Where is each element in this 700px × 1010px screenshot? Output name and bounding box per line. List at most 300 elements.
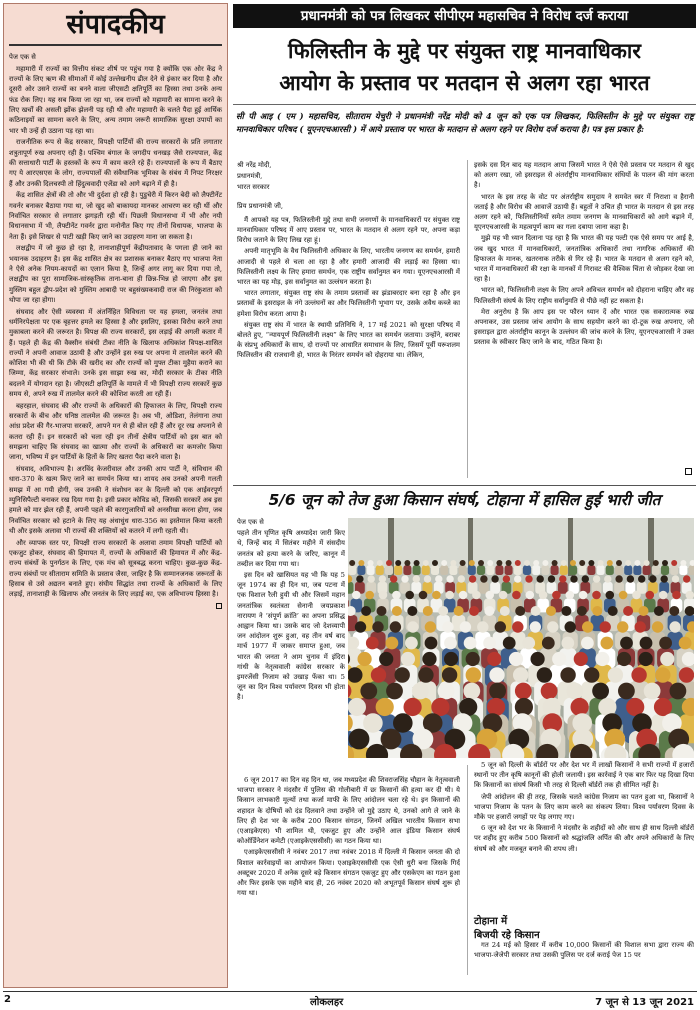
- article2-bottom-column-2: [474, 760, 694, 920]
- subheading-line-1: टोहाना में: [474, 916, 508, 927]
- crowd-person-body: [411, 582, 421, 594]
- crowd-person-head: [634, 560, 640, 566]
- crowd-person-body: [578, 565, 586, 575]
- crowd-person-head: [484, 606, 494, 616]
- crowd-person-head: [503, 575, 510, 582]
- crowd-person-head: [547, 621, 558, 632]
- crowd-person-head: [478, 560, 484, 566]
- crowd-person-head: [608, 667, 623, 682]
- crowd-person-body: [661, 565, 669, 575]
- crowd-person-head: [623, 606, 633, 616]
- crowd-person-head: [438, 683, 455, 700]
- crowd-person-head: [444, 652, 458, 666]
- crowd-person-head: [525, 575, 532, 582]
- page-number: 2: [4, 994, 11, 1005]
- crowd-person-head: [541, 683, 558, 700]
- crowd-person-body: [587, 565, 595, 575]
- crowd-person-head: [644, 560, 650, 566]
- crowd-person-head: [546, 606, 556, 616]
- crowd-person-head: [480, 575, 487, 582]
- end-mark-icon: [216, 603, 222, 609]
- crowd-person-head: [392, 606, 402, 616]
- crowd-person-head: [571, 698, 589, 716]
- column-divider: [467, 160, 468, 478]
- crowd-person-body: [633, 565, 641, 575]
- article2-paragraph: 5 जून को दिल्ली के बॉर्डरों पर और देश भर में लाखों किसानों ने सभी राज्यों में हजारों स्थानों पर तीन कृषि कानूनों की होली जलायी। इस कार्रवाई ने एक बार फिर यह दिखा दिया कि किसानों का संघर्ष किसी भी तरह से दिल्ली बॉर्डरों तक ही सीमित नहीं है।: [474, 761, 694, 790]
- crowd-person-head: [537, 667, 552, 682]
- footer-rule: [3, 991, 697, 992]
- crowd-person-head: [615, 575, 622, 582]
- crowd-person-head: [458, 575, 465, 582]
- crowd-person-head: [646, 591, 655, 600]
- editorial-paragraph: संघवाद और ऐसी व्यवस्था में अंतर्निहित विविधता पर यह हमला, जनतंत्र तथा धर्मनिरपेक्षता पर एक बृहत्तर हमले का हिस्सा है और इसलिए, इसका विरोध करने तथा मुकाबला करने की जरूरत है। विपक्ष की राज्य सरकारों, इस लड़ाई की अगली कतार में हैं। पहले ही केंद्र की वैक्सीन संबंधी टीका नीति के खिलाफ अधिकांश विपक्ष-शासित राज्यों ने अपनी आवाज उठायी है और उन्होंने इस रुख पर अपना मे तालमेल करने की कोशिश भी की थी कि टीके की खरीद का और राज्यों को मुफ्त टीका मुहैया कराने का जिम्मा, केंद्र सरकार संभाले। उनके इस साझा रुख का, मोदी सरकार के टीका नीति बदलने में योगदान रहा है। जीएसटी क्षतिपूर्ति के मामले में भी विपक्षी राज्य सरकारें कुछ समय से, अपने रुख में तालमेल करने की कोशिश करती आ रही हैं।: [9, 307, 222, 398]
- crowd-person-head: [405, 637, 418, 650]
- crowd-person-body: [532, 565, 540, 575]
- crowd-person-head: [489, 667, 504, 682]
- crowd-person-head: [515, 560, 521, 566]
- letter-salutation: प्रिय प्रधानमंत्री जी,: [237, 201, 284, 210]
- crowd-person-head: [466, 652, 480, 666]
- crowd-person-head: [423, 560, 429, 566]
- crowd-person-head: [649, 575, 656, 582]
- editorial-paragraph: पेज एक से: [9, 53, 36, 61]
- crowd-person-head: [680, 560, 686, 566]
- editorial-paragraph: राजनीतिक रूप से केंद्र सरकार, विपक्षी पार्टियों की राज्य सरकारों के प्रति लगातार शत्रुतापूर्ण रुख अपनाए रही है। पश्चिम बंगाल के जगदीप धनखड़ जैसे राज्यपाल, केंद्र की सत्ताधारी पार्टी के हस्तकों के रूप में काम करते रहे हैं। राज्यपालों के रूप में बैठाए गए ये आरएसएस के लोग, राज्यपालों की संवैधानिक भूमिका के संबंध में निपट निरक्षर हैं और उनकी दिलचस्पी तो हिंदुत्ववादी एजेंडा को आगे बढ़ाने में ही है।: [9, 138, 222, 188]
- crowd-person-head: [548, 575, 555, 582]
- letter-paragraph: इसके दस दिन बाद यह मतदान आया जिसमें भारत ने ऐसे ऐसे प्रस्ताव पर मतदान से खुद को अलग रखा, जो इसराइल से अंतर्राष्ट्रीय मानवाधिकार संधियों के पालन की मांग करता है।: [474, 161, 694, 190]
- crowd-person-head: [500, 606, 510, 616]
- crowd-person-head: [686, 591, 695, 600]
- editorial-paragraph: लक्षद्वीप में जो कुछ हो रहा है, तानाशाहीपूर्ण केंद्रीयतावाद के पगला ही जाने का भयानक उदाहरण है। इस केंद्र शासित क्षेत्र का प्रशासक बनाकर बैठाए गए भाजपा नेता ने ऐसे अनेक नियम-कायदों का एलान किया है, जिन्हें अगर लागू कर दिया गया तो, लक्षद्वीप का पूरा सामाजिक-सांस्कृतिक ताना-बाना ही छिन्न-भिन्न हो जाएगा और इस मुस्लिम बहुल द्वीप-प्रदेश को मुस्लिम आबादी पर बहुसंख्यकवादी राज की निरंकुशता को थोपा जा रहा होगा।: [9, 244, 222, 304]
- crowd-person-body: [486, 565, 494, 575]
- crowd-person-head: [560, 667, 575, 682]
- crowd-person-head: [512, 591, 521, 600]
- crowd-person-head: [537, 575, 544, 582]
- article-headline: [233, 35, 696, 99]
- crowd-person-head: [619, 591, 628, 600]
- crowd-person-head: [352, 591, 361, 600]
- crowd-person-head: [552, 652, 566, 666]
- crowd-person-head: [441, 560, 447, 566]
- crowd-person-body: [348, 582, 354, 594]
- crowd-person-head: [386, 560, 392, 566]
- crowd-person-head: [654, 698, 672, 716]
- crowd-person-head: [660, 652, 674, 666]
- crowd-person-head: [631, 667, 646, 682]
- crowd-person-head: [459, 591, 468, 600]
- crowd-person-head: [531, 606, 541, 616]
- article2-paragraph: गत 24 मई को हिसार में करीब 10,000 किसानों की विशाल सभा द्वारा राज्य की भाजपा-जेजेपी सरकार तथा उसकी पुलिस पर दर्ज कराई पेज 15 पर: [474, 941, 694, 960]
- crowd-person-head: [531, 652, 545, 666]
- crowd-person-body: [431, 565, 439, 575]
- crowd-person-head: [627, 575, 634, 582]
- crowd-person-head: [513, 667, 528, 682]
- crowd-person-head: [659, 637, 672, 650]
- crowd-person-head: [371, 667, 386, 682]
- crowd-person-body: [357, 565, 365, 575]
- crowd-person-body: [643, 565, 651, 575]
- crowd-person-head: [442, 667, 457, 682]
- article2-tail-column: [474, 940, 694, 985]
- crowd-person-head: [542, 560, 548, 566]
- crowd-person-body: [606, 565, 614, 575]
- headline-rule: [233, 104, 696, 105]
- crowd-person-head: [669, 606, 679, 616]
- crowd-person-head: [653, 560, 659, 566]
- crowd-person-head: [515, 683, 532, 700]
- crowd-person-head: [672, 575, 679, 582]
- crowd-person-head: [638, 575, 645, 582]
- crowd-person-head: [625, 560, 631, 566]
- crowd-person-head: [487, 652, 501, 666]
- crowd-person-head: [654, 606, 664, 616]
- crowd-person-head: [424, 575, 431, 582]
- editorial-paragraph: महामारी में राज्यों का वित्तीय संकट शीर्ष पर पहुंच गया है क्योंकि एक ओर केंद्र ने राज्यों के लिए ऋण की सीमाओं में कोई उल्लेखनीय ढील देने से इंकार कर दिया है और दूसरी ओर उसने राज्यों का बनने वाला जीएसटी क्षतिपूर्ति का हिस्सा तथा उनके अन्य फंड रोक लिए। यह सब किया जा रहा था, जब राज्यों को महामारी का सामना करने के लिए खर्चों की असली झोंक झेलनी पड़ रही थी और महामारी के चलते पैदा हुई आर्थिक कठिनाइयों का सामना करने के लिए, अन्य तमाम जरूरी सामाजिक सुरक्षा उपायों का भार भी उन्हें ही उठाना पड़ रहा था।: [9, 64, 222, 135]
- crowd-person-head: [601, 637, 614, 650]
- crowd-person-head: [422, 652, 436, 666]
- crowd-person-head: [617, 621, 628, 632]
- editorial-paragraph: और व्यापक स्तर पर, विपक्षी राज्य सरकारों के अलावा तमाम विपक्षी पार्टियों को एकजुट होकर, संघवाद की हिमायत में, राज्यों के अधिकारों की हिमायत में और केंद्र-राज्य संबंधों के पुनर्गठन के लिए, एक मंच को सूत्रबद्ध करना चाहिए। कुछ-कुछ केंद्र-राज्य संबंधों पर सीताराम समिति के प्रस्ताव जैसा, जाहिर है कि सम्मानजनक जरूरतों के हिसाब से उसे अद्यतन बनाते हुए। संघीय सिद्धांत तथा राज्यों के अधिकारों के लिए लड़ाई, तानाशाही के खिलाफ और जनतंत्र के लिए लड़ाई का, एक अविभाज्य हिस्सा है।: [9, 538, 222, 599]
- crowd-person-head: [616, 560, 622, 566]
- letter-paragraph: अपनी मातृभूमि के वैध फिलिस्तीनी अधिकार के लिए, भारतीय जनगण का समर्थन, हमारी आजादी से पहले से चला आ रहा है और हमारी आजादी की लड़ाई का हिस्सा था। फिलिस्तीनी लक्ष्य के लिए हमारा समर्थन, एक राष्ट्रीय सर्वानुमत बन गया। यूएनएचआरसी में भारत का यह मोड़, इस सर्वानुमत का उल्लंघन करता है।: [237, 247, 460, 287]
- crowd-person-head: [438, 606, 448, 616]
- crowd-person-body: [385, 565, 393, 575]
- crowd-person-head: [463, 683, 480, 700]
- article2-paragraph: 6 जून को देश भर के किसानों ने मंदसौर के शहीदों को और साथ ही साथ दिल्ली बॉर्डरों पर शहीद हुए करीब 500 किसानों को श्रद्धांजलि अर्पित की और अपने अधिकारों के लिए संघर्ष को और मजबूत बनाने की शपथ ली।: [474, 824, 694, 853]
- crowd-person-head: [606, 591, 615, 600]
- crowd-person-head: [363, 713, 383, 733]
- crowd-person-head: [349, 560, 355, 566]
- crowd-person-body: [597, 565, 605, 575]
- crowd-person-body: [376, 565, 384, 575]
- crowd-person-head: [483, 637, 496, 650]
- crowd-person-head: [395, 667, 410, 682]
- crowd-person-head: [679, 637, 692, 650]
- crowd-person-head: [542, 637, 555, 650]
- editorial-paragraph: बहरहाल, संघवाद की और राज्यों के अधिकारों की हिफाजत के लिए, विपक्षी राज्य सरकारों के बीच और घनिष्ठ तालमेल की जरूरत है। अब भी, ओडिशा, तेलंगाना तथा आंध्र प्रदेश की गैर-भाजपा सरकारें, आपने मन से ही बोल रही हैं और दूर रख अपनाने से कतरा रही हैं। इन सरकारों को चला रही इन तीनों क्षेत्रीय पार्टियों को इस बात को समझना चाहिए कि संघवाद का खात्मा और राज्यों के अधिकारों का कमजोर किया जाना, भविष्य में इन पार्टियों के हितों के लिए खतरा पैदा करने वाला है।: [9, 401, 222, 462]
- crowd-person-body: [689, 565, 694, 575]
- crowd-person-head: [639, 652, 653, 666]
- crowd-person-head: [469, 575, 476, 582]
- crowd-person-head: [450, 560, 456, 566]
- crowd-person-body: [495, 565, 503, 575]
- crowd-person-head: [514, 575, 521, 582]
- crowd-person-head: [530, 621, 541, 632]
- column-divider: [467, 765, 468, 975]
- crowd-person-head: [570, 560, 576, 566]
- crowd-person-head: [639, 606, 649, 616]
- crowd-person-body: [449, 565, 457, 575]
- crowd-person-head: [361, 606, 371, 616]
- article2-paragraph: पहले तीन घृणित कृषि अध्यादेश जारी किए थे, जिन्हें बाद में सितंबर महीने में संसदीय जनतंत्र को हत्या करने के जरिए, कानून में तब्दील कर दिया गया था।: [237, 529, 345, 568]
- letter-line: प्रधानमंत्री,: [237, 172, 263, 181]
- crowd-person-body: [477, 565, 485, 575]
- crowd-person-head: [561, 606, 571, 616]
- crowd-person-head: [526, 591, 535, 600]
- crowd-person-body: [367, 565, 375, 575]
- crowd-person-head: [595, 652, 609, 666]
- crowd-person-head: [588, 560, 594, 566]
- crowd-person-head: [579, 560, 585, 566]
- crowd-person-head: [358, 560, 364, 566]
- crowd-person-head: [425, 637, 438, 650]
- crowd-person-head: [592, 683, 609, 700]
- crowd-person-head: [506, 560, 512, 566]
- crowd-person-head: [386, 683, 403, 700]
- crowd-person-head: [366, 637, 379, 650]
- letter-line: भारत सरकार: [237, 183, 270, 192]
- crowd-person-body: [569, 565, 577, 575]
- crowd-person-head: [348, 698, 366, 716]
- issue-date: 7 जून से 13 जून 2021: [595, 997, 694, 1008]
- crowd-person-head: [412, 683, 429, 700]
- crowd-person-head: [524, 560, 530, 566]
- crowd-person-head: [672, 591, 681, 600]
- article2-paragraph: 6 जून 2017 का दिन वह दिन था, जब मध्यप्रदेश की शिवराजसिंह चौहान के नेतृत्ववाली भाजपा सरकार ने मंदसौर में पुलिस की गोलीबारी में छः किसानों की हत्या कर दी थी। ये किसान लाभकारी मूल्यों तथा कर्जा माफी के लिए आंदोलन चला रहे थे। इन किसानों की शहादत के दोषियों को दंड दिलवाने तथा उन्होंने जो मुद्दे उठाए थे, उनको आगे ले जाने के लिए ही देश भर के करीब 200 किसान संगठन, जिनमें अखिल भारतीय किसान सभा (एआइकेएस) भी शामिल थी, एकजुट हुए और उन्होंने आल इंडिया किसान संघर्ष कोऑर्डिनेशन कमेटी (एआइकेएससीसी) का गठन किया था।: [237, 776, 460, 846]
- editorial-title: संपादकीय: [66, 9, 165, 40]
- crowd-person-head: [495, 621, 506, 632]
- subheading-line-2: बिजयी रहे किसान: [474, 930, 540, 941]
- crowd-person-head: [618, 683, 635, 700]
- crowd-person-head: [390, 575, 397, 582]
- crowd-person-head: [432, 591, 441, 600]
- crowd-person-head: [487, 560, 493, 566]
- crowd-person-head: [377, 606, 387, 616]
- crowd-person-head: [355, 621, 366, 632]
- crowd-person-head: [620, 637, 633, 650]
- crowd-person-head: [432, 560, 438, 566]
- crowd-person-head: [404, 698, 422, 716]
- letter-paragraph: भारत लगातार, संयुक्त राष्ट्र संघ के तमाम प्रस्तावों का झंडाबरदार बना रहा है और इन प्रस्तावों के इसराइल के नंगे उल्लंघनों का और फिलिस्तीनी भूभाग पर, उसके अवैध कब्जे का हमेशा विरोध करता आया है।: [237, 289, 460, 318]
- crowd-person-body: [403, 565, 411, 575]
- crowd-person-head: [679, 667, 694, 682]
- crowd-person-head: [582, 621, 593, 632]
- crowd-person-body: [652, 565, 660, 575]
- crowd-person-body: [624, 565, 632, 575]
- crowd-person-head: [570, 575, 577, 582]
- crowd-person-head: [414, 560, 420, 566]
- article-kicker: प्रधानमंत्री को पत्र लिखकर सीपीएम महासचिव ने विरोध दर्ज कराया: [233, 4, 696, 28]
- crowd-person-head: [632, 591, 641, 600]
- crowd-person-head: [515, 606, 525, 616]
- crowd-person-head: [372, 621, 383, 632]
- crowd-person-head: [652, 621, 663, 632]
- letter-column-2: [474, 160, 694, 482]
- crowd-person-head: [425, 621, 436, 632]
- crowd-person-head: [593, 575, 600, 582]
- crowd-person-head: [386, 637, 399, 650]
- article2-paragraph: पेज एक से: [237, 518, 264, 526]
- crowd-person-head: [574, 652, 588, 666]
- crowd-person-head: [358, 652, 372, 666]
- crowd-person-head: [419, 591, 428, 600]
- crowd-photo-illustration: [348, 518, 694, 758]
- crowd-person-head: [489, 683, 506, 700]
- letter-paragraph: भारत के इस तरह के वोट पर अंतर्राष्ट्रीय समुदाय ने समवेत स्वर में निराशा व हैरानी जताई है और विरोध की आवाजें उठायी हैं। बहुतों ने उचित ही भारत के मतदान से इस तरह अलग रहने को, फिलिस्तीनियों समेत तमाम जनगण के मानवाधिकारों को आगे बढ़ाने में, यूएनएचआरसी के महत्वपूर्ण काम का गला दबाया जाना कहा है।: [474, 192, 694, 232]
- crowd-person-head: [445, 591, 454, 600]
- crowd-person-head: [349, 729, 370, 750]
- crowd-person-head: [442, 621, 453, 632]
- crowd-person-body: [394, 565, 402, 575]
- crowd-person-head: [512, 621, 523, 632]
- crowd-person-head: [565, 621, 576, 632]
- crowd-person-body: [679, 565, 687, 575]
- article2-subheading: [474, 913, 540, 941]
- crowd-person-body: [348, 565, 356, 575]
- crowd-person-head: [592, 591, 601, 600]
- crowd-person-head: [655, 667, 670, 682]
- letter-paragraph: संयुक्त राष्ट्र संघ में भारत के स्थायी प्रतिनिधि ने, 17 मई 2021 को सुरक्षा परिषद में बोलते हुए, “न्यायपूर्ण फिलिस्तीनी लक्ष्य” के लिए भारत का समर्थन जताया। उन्होंने, बराबर के संप्रभु अधिकारों के साथ, दो राज्यों पर आधारित समाधान के लिए, जिसमें पूर्वी यरूशलम फिलिस्तीन की राजधानी हो, भारत के निरंतर समर्थन को दोहराया था। लेकिन,: [237, 320, 460, 360]
- crowd-person-head: [413, 575, 420, 582]
- crowd-person-head: [379, 575, 386, 582]
- article2-headline: 5/6 जून को तेज हुआ किसान संघर्ष, टोहाना में हासिल हुई भारी जीत: [268, 491, 661, 509]
- end-mark-icon: [685, 468, 692, 475]
- crowd-person-head: [356, 575, 363, 582]
- crowd-person-head: [469, 560, 475, 566]
- crowd-person-head: [469, 606, 479, 616]
- letter-column-1: [237, 160, 460, 482]
- editorial-title-rule: [9, 44, 222, 46]
- crowd-person-head: [503, 637, 516, 650]
- crowd-person-head: [460, 560, 466, 566]
- crowd-person-head: [379, 591, 388, 600]
- crowd-person-head: [485, 591, 494, 600]
- crowd-person-head: [496, 560, 502, 566]
- crowd-person-head: [552, 591, 561, 600]
- letter-paragraph: मैं आपको यह पत्र, फिलिस्तीनी मुद्दे तथा सभी जनगणों के मानवाधिकारों पर संयुक्त राष्ट्र मानवाधिकार परिषद में आए प्रस्ताव पर, भारत के मतदान से अलग रहने पर, अपना कड़ा विरोध जताने के लिए लिख रहा हूं।: [237, 215, 460, 245]
- editorial-paragraph: संघवाद, अविभाज्य है। अरविंद केजरीवाल और उनकी आप पार्टी ने, संविधान की धारा-370 के खत्म किए जाने का समर्थन किया था। शायद अब उनको अपनी गलती समझ में आ गयी होगी, जब उनकी ने संशोधन कर के दिल्ली को एक आईवरपूर्ण म्युनिसिपैल्टी बनाकर रख दिया गया है। इसी प्रकार कोविड को, जिसकी सरकारें अब इस हमले को मार झेल रही हैं, अपनी पहले की कारगुजारियों को अनसीखा करना होगा, जब निर्वाचित सरकार को हटाने के लिए यह अंधाधुंध धारा-356 का इस्तेमाल किया करती थी और इसके अलावा भी राज्यों की शक्तियों को कतरने में लगी रहती थी।: [9, 465, 222, 535]
- farmers-gathering-photo: [348, 518, 694, 758]
- crowd-person-head: [662, 560, 668, 566]
- crowd-person-body: [560, 565, 568, 575]
- crowd-person-head: [581, 637, 594, 650]
- letter-paragraph: भारत को, फिलिस्तीनी लक्ष्य के लिए अपने अविचल समर्थन को दोहराना चाहिए और वह फिलिस्तीनी संघर्ष के लिए राष्ट्रीय सर्वानुमति से पीछे नहीं हट सकता है।: [474, 286, 694, 305]
- article-intro: सी पी आइ ( एम ) महासचिव, सीताराम येचुरी ने प्रधानमंत्री नरेंद्र मोदी को 4 जून को एक पत्र लिखकर, फिलिस्तीन के मुद्दे पर संयुक्त राष्ट्र मानवाधिकार परिषद ( यूएनएचआरसी ) में आये प्रस्ताव पर भारत के मतदान से अलग रहने पर विरोध दर्ज कराया है। पत्र इस प्रकार है:: [236, 111, 694, 134]
- crowd-person-head: [365, 591, 374, 600]
- crowd-person-body: [514, 565, 522, 575]
- crowd-person-head: [661, 575, 668, 582]
- crowd-person-head: [561, 637, 574, 650]
- editorial-paragraph: केंद्र शासित क्षेत्रों की तो और भी दुर्दशा हो रही है। पुडुचेरी में किरन बेदी को लैफ्टीनेंट गवर्नर बनाकर बैठाया गया था, जो खुद को बाकायदा मानकर आचरण कर रही थीं और निर्वाचित सरकार से लगातार झगड़ती रही थीं। पिछली विधानसभा में भी और नयी विधानसभा में भी, लैफ्टीनेंट गवर्नर द्वारा मनोनीत किए गए तीनों विधायक, भाजपा के नेता हैं। इसे शिखर से पाटी खड़ी किए जाने का उदाहरण माना जा सकता है।: [9, 191, 222, 241]
- crowd-person-head: [454, 606, 464, 616]
- article2-left-column: [237, 517, 345, 775]
- crowd-person-head: [539, 591, 548, 600]
- crowd-person-head: [559, 575, 566, 582]
- crowd-person-head: [598, 560, 604, 566]
- crowd-person-head: [395, 560, 401, 566]
- crowd-person-head: [683, 575, 690, 582]
- crowd-person-head: [669, 621, 680, 632]
- crowd-person-head: [584, 667, 599, 682]
- crowd-person-head: [487, 698, 505, 716]
- crowd-person-head: [379, 652, 393, 666]
- crowd-person-head: [608, 606, 618, 616]
- crowd-person-body: [670, 565, 678, 575]
- crowd-person-head: [592, 606, 602, 616]
- letter-paragraph: मेरा अनुरोध है कि आप इस पर फौरन ध्यान दें और भारत एक सकारात्मक रुख अपनाकर, उस प्रस्ताव जांच आयोग के साथ सहयोग करने का दो-टूक रुख अपनाए, जो इसराइल द्वारा अंतर्राष्ट्रीय कानून के उल्लंघन की जांच करने के लिए, यूएनएचआरसी ने उक्त प्रस्ताव के स्वीकार किए जाने के बाद, गठित किया है।: [474, 307, 694, 347]
- crowd-person-head: [644, 683, 661, 700]
- letter-line: श्री नरेंद्र मोदी,: [237, 161, 272, 169]
- crowd-person-head: [522, 637, 535, 650]
- crowd-person-body: [440, 565, 448, 575]
- crowd-person-head: [460, 621, 471, 632]
- crowd-person-head: [659, 591, 668, 600]
- newspaper-name: लोकलहर: [310, 997, 344, 1008]
- crowd-person-head: [577, 606, 587, 616]
- crowd-person-body: [551, 565, 559, 575]
- crowd-person-head: [566, 591, 575, 600]
- crowd-person-head: [617, 652, 631, 666]
- crowd-person-head: [477, 621, 488, 632]
- crowd-person-head: [368, 560, 374, 566]
- crowd-person-head: [401, 575, 408, 582]
- article2-paragraph: जेपी आंदोलन की ही तरह, जिसके चलते कांग्रेस निजाम का पतन हुआ था, किसानों ने भाजपा निजाम के पतन के लिए काम करने का संकल्प लिया। विश्व पर्यावरण दिवस के मौके पर हजारों जगहों पर पेड़ लगाए गए।: [474, 792, 694, 822]
- crowd-person-head: [670, 683, 687, 700]
- crowd-person-head: [407, 606, 417, 616]
- crowd-person-head: [390, 621, 401, 632]
- crowd-person-head: [377, 560, 383, 566]
- crowd-person-head: [405, 591, 414, 600]
- crowd-person-head: [407, 621, 418, 632]
- crowd-person-head: [401, 652, 415, 666]
- crowd-person-head: [360, 683, 377, 700]
- crowd-person-head: [404, 560, 410, 566]
- crowd-person-body: [523, 565, 531, 575]
- crowd-person-head: [561, 560, 567, 566]
- crowd-person-head: [579, 591, 588, 600]
- crowd-person-head: [392, 591, 401, 600]
- crowd-person-head: [418, 667, 433, 682]
- article2-paragraph: एआइकेएससीसी ने नवंबर 2017 तथा नवंबर 2018 में दिल्ली में किसान जनता की दो विशाल कार्रवाइयों का आयोजन किया। एआइकेएससीसी एक ऐसी धुरी बना जिसके गिर्द अक्टूबर 2020 में अनेक दूसरे बड़े किसान संगठन एकजुट हुए और एसकेएम का गठन हुआ और फिर इसके एक महीने बाद ही, 26 नवंबर 2020 को अभूतपूर्व किसान संघर्ष शुरू हो गया था।: [237, 848, 460, 898]
- crowd-person-head: [604, 575, 611, 582]
- crowd-person-head: [600, 621, 611, 632]
- crowd-person-body: [541, 565, 549, 575]
- letter-paragraph: मुझे यह भी ध्यान दिलाना पड़ रहा है कि भारत की यह पल्टी एक ऐसे समय पर आई है, जब खुद भारत में मानवाधिकारों, जनतांत्रिक अधिकारों तथा नागरिक अधिकारों की हिफाजत के मानक, खतरनाक तरीके से गिर रहे हैं। भारत के मतदान से अलग रहने को, भारत में मानवाधिकारों की रक्षा के मानकों में गिरावट की वैश्विक चिंता से जोड़कर देखा जा रहा है।: [474, 234, 694, 284]
- headline-line-1: फिलिस्तीन के मुद्दे पर संयुक्त राष्ट्र मानवाधिकार: [288, 38, 641, 63]
- article2-paragraph: इस दिन को खासियत यह भी कि यह 5 जून 1974 का ही दिन था, जब पटना में एक विशाल रैली हुयी थी और जिसमें महान जनतांत्रिक स्वतंत्रता सेनानी जयप्रकाश नारायण ने ‘संपूर्ण क्रांति’ का अपना प्रसिद्ध आह्वान किया था। उसके बाद जो देशव्यापी जन आंदोलन शुरू हुआ, वह तीन वर्ष बाद मार्च 1977 में जाकर समाप्त हुआ, जब भारत की जनता ने आम चुनाव में इंदिरा गांधी के नेतृत्ववाली कांग्रेस सरकार के इमरजेंसी निजाम को उखाड़ फेंका था। 5 जून का दिन विश्व पर्यावरण दिवस भी होता है।: [237, 571, 345, 702]
- editorial-column: [3, 3, 228, 988]
- crowd-person-head: [607, 560, 613, 566]
- crowd-person-head: [552, 560, 558, 566]
- crowd-person-head: [368, 575, 375, 582]
- crowd-person-head: [423, 606, 433, 616]
- crowd-person-head: [472, 591, 481, 600]
- crowd-person-head: [671, 560, 677, 566]
- crowd-person-head: [566, 683, 583, 700]
- crowd-person-body: [468, 565, 476, 575]
- crowd-person-head: [499, 591, 508, 600]
- crowd-person-body: [413, 565, 421, 575]
- editorial-body: [9, 52, 222, 599]
- crowd-person-head: [435, 575, 442, 582]
- crowd-person-head: [491, 575, 498, 582]
- crowd-person-head: [635, 621, 646, 632]
- crowd-person-head: [466, 667, 481, 682]
- crowd-person-body: [422, 565, 430, 575]
- crowd-person-head: [640, 637, 653, 650]
- crowd-person-head: [376, 698, 394, 716]
- crowd-person-head: [444, 637, 457, 650]
- crowd-person-head: [533, 560, 539, 566]
- crowd-person-head: [446, 575, 453, 582]
- crowd-person-body: [505, 565, 513, 575]
- crowd-person-head: [509, 652, 523, 666]
- crowd-person-head: [464, 637, 477, 650]
- crowd-person-body: [615, 565, 623, 575]
- crowd-person-body: [459, 565, 467, 575]
- article2-bottom-column-1: [237, 775, 460, 975]
- headline-line-2: आयोग के प्रस्ताव पर मतदान से अलग रहा भारत: [279, 70, 650, 95]
